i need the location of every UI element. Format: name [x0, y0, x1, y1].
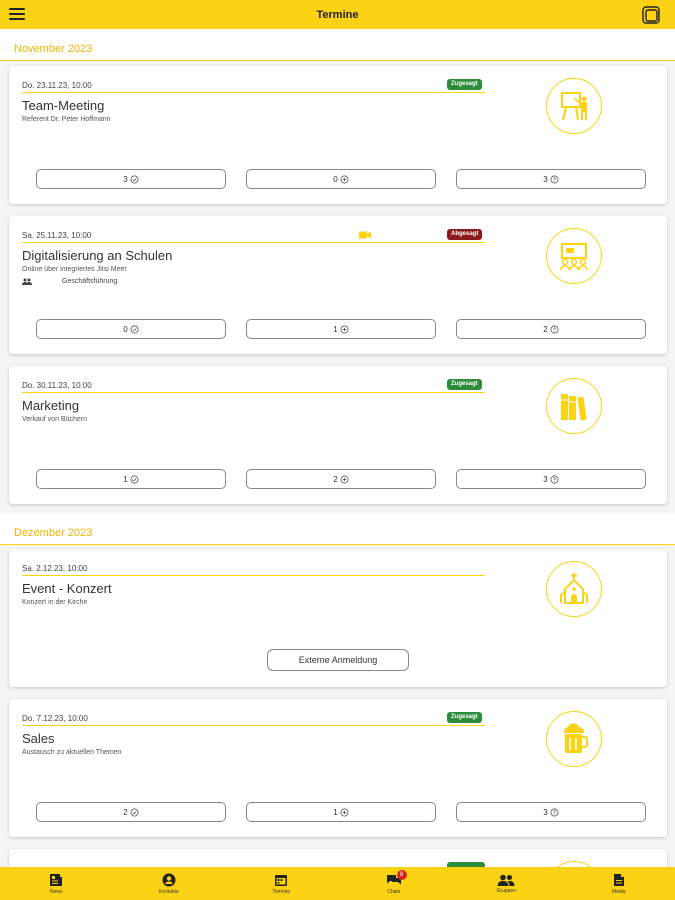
event-date: Do. 7.12.23, 10:00: [22, 714, 88, 723]
maybe-count: 0: [333, 174, 338, 184]
event-date: Do. 23.11.23, 10:00: [22, 81, 92, 90]
classroom-icon: [546, 228, 602, 284]
books-icon: [546, 378, 602, 434]
maybe-count-button[interactable]: [246, 319, 436, 339]
calendar-icon: [274, 873, 288, 887]
contact-icon: [162, 873, 176, 887]
nav-label: News: [49, 888, 63, 895]
month-header: [0, 513, 675, 545]
media-icon: [613, 873, 625, 887]
accepted-count-button[interactable]: [36, 169, 226, 189]
divider: [22, 92, 485, 93]
top-app-bar: [0, 0, 675, 29]
month-divider: [0, 544, 675, 545]
open-count-button[interactable]: [456, 469, 646, 489]
unread-badge: 8: [397, 870, 407, 880]
question-circle-icon: [550, 808, 559, 817]
beer-icon: [546, 711, 602, 767]
church-icon: [546, 561, 602, 617]
month-divider: [0, 60, 675, 61]
maybe-count: 1: [333, 324, 338, 334]
check-circle-icon: [130, 175, 139, 184]
event-card[interactable]: [9, 366, 667, 504]
accepted-count: 1: [123, 474, 128, 484]
open-count-button[interactable]: [456, 802, 646, 822]
accepted-count: 0: [123, 324, 128, 334]
open-count: 3: [543, 474, 548, 484]
divider: [22, 392, 485, 393]
nav-label: Kontakte: [158, 888, 179, 895]
accepted-count-button[interactable]: [36, 319, 226, 339]
nav-media[interactable]: [563, 867, 675, 900]
month-label: Dezember 2023: [14, 527, 93, 539]
maybe-count-button[interactable]: [246, 169, 436, 189]
event-subtitle: Konzert in der Kirche: [22, 599, 88, 606]
open-count: 3: [543, 807, 548, 817]
question-circle-icon: [550, 175, 559, 184]
nav-label: Media: [611, 888, 626, 895]
group-icon: [22, 278, 32, 285]
video-icon: [359, 231, 371, 239]
plus-circle-icon: [340, 175, 349, 184]
group-name: Geschäftsführung: [62, 278, 118, 285]
divider: [22, 242, 485, 243]
maybe-count-button[interactable]: [246, 802, 436, 822]
event-subtitle: Verkauf von Büchern: [22, 416, 87, 423]
question-circle-icon: [550, 475, 559, 484]
open-count: 3: [543, 174, 548, 184]
status-badge: Zugesagt: [447, 79, 482, 90]
bottom-navigation: [0, 867, 675, 900]
status-badge: Zugesagt: [447, 712, 482, 723]
nav-news[interactable]: [0, 867, 113, 900]
maybe-count: 1: [333, 807, 338, 817]
check-circle-icon: [130, 475, 139, 484]
accepted-count-button[interactable]: [36, 469, 226, 489]
open-count-button[interactable]: [456, 319, 646, 339]
nav-label: Chats: [387, 888, 401, 895]
month-header: [0, 29, 675, 61]
open-count: 2: [543, 324, 548, 334]
groups-icon: [497, 874, 515, 886]
status-badge: Zugesagt: [447, 379, 482, 390]
accepted-count-button[interactable]: [36, 802, 226, 822]
event-date: Sa. 25.11.23, 10:00: [22, 231, 92, 240]
menu-icon[interactable]: [9, 8, 25, 20]
divider: [22, 725, 485, 726]
event-card[interactable]: [9, 699, 667, 837]
open-count-button[interactable]: [456, 169, 646, 189]
events-list[interactable]: [0, 29, 675, 867]
event-card-partial[interactable]: [9, 849, 667, 867]
news-icon: [49, 873, 63, 887]
event-date: Do. 30.11.23, 10:00: [22, 381, 92, 390]
plus-circle-icon: [340, 808, 349, 817]
event-subtitle: Referent Dr. Peter Hoffmann: [22, 116, 111, 123]
nav-label: Gruppen: [496, 887, 516, 894]
group-row: [22, 278, 117, 285]
month-label: November 2023: [14, 43, 93, 55]
maybe-count-button[interactable]: [246, 469, 436, 489]
event-title: Digitalisierung an Schulen: [22, 248, 173, 263]
nav-appointments[interactable]: [225, 867, 338, 900]
event-title: Event - Konzert: [22, 581, 112, 596]
plus-circle-icon: [340, 325, 349, 334]
copy-icon[interactable]: [641, 5, 661, 25]
event-subtitle: Austausch zu aktuellen Themen: [22, 749, 122, 756]
nav-label: Termine: [272, 888, 291, 895]
event-title: Team-Meeting: [22, 98, 105, 113]
status-badge: Abgesagt: [447, 229, 482, 240]
page-title: Termine: [316, 8, 359, 21]
nav-chats[interactable]: [338, 867, 451, 900]
event-title: Sales: [22, 731, 55, 746]
external-registration-button[interactable]: Externe Anmeldung: [267, 649, 409, 671]
divider: [22, 575, 485, 576]
question-circle-icon: [550, 325, 559, 334]
nav-groups[interactable]: [450, 867, 563, 900]
event-date: Sa. 2.12.23, 10:00: [22, 564, 88, 573]
event-card[interactable]: [9, 216, 667, 354]
event-title: Marketing: [22, 398, 80, 413]
check-circle-icon: [130, 808, 139, 817]
presentation-icon: [546, 78, 602, 134]
event-subtitle: Online über integriertes Jitsi Meet: [22, 266, 127, 273]
maybe-count: 2: [333, 474, 338, 484]
check-circle-icon: [130, 325, 139, 334]
nav-contacts[interactable]: [113, 867, 226, 900]
event-card[interactable]: [9, 66, 667, 204]
accepted-count: 2: [123, 807, 128, 817]
plus-circle-icon: [340, 475, 349, 484]
accepted-count: 3: [123, 174, 128, 184]
event-card[interactable]: [9, 549, 667, 687]
